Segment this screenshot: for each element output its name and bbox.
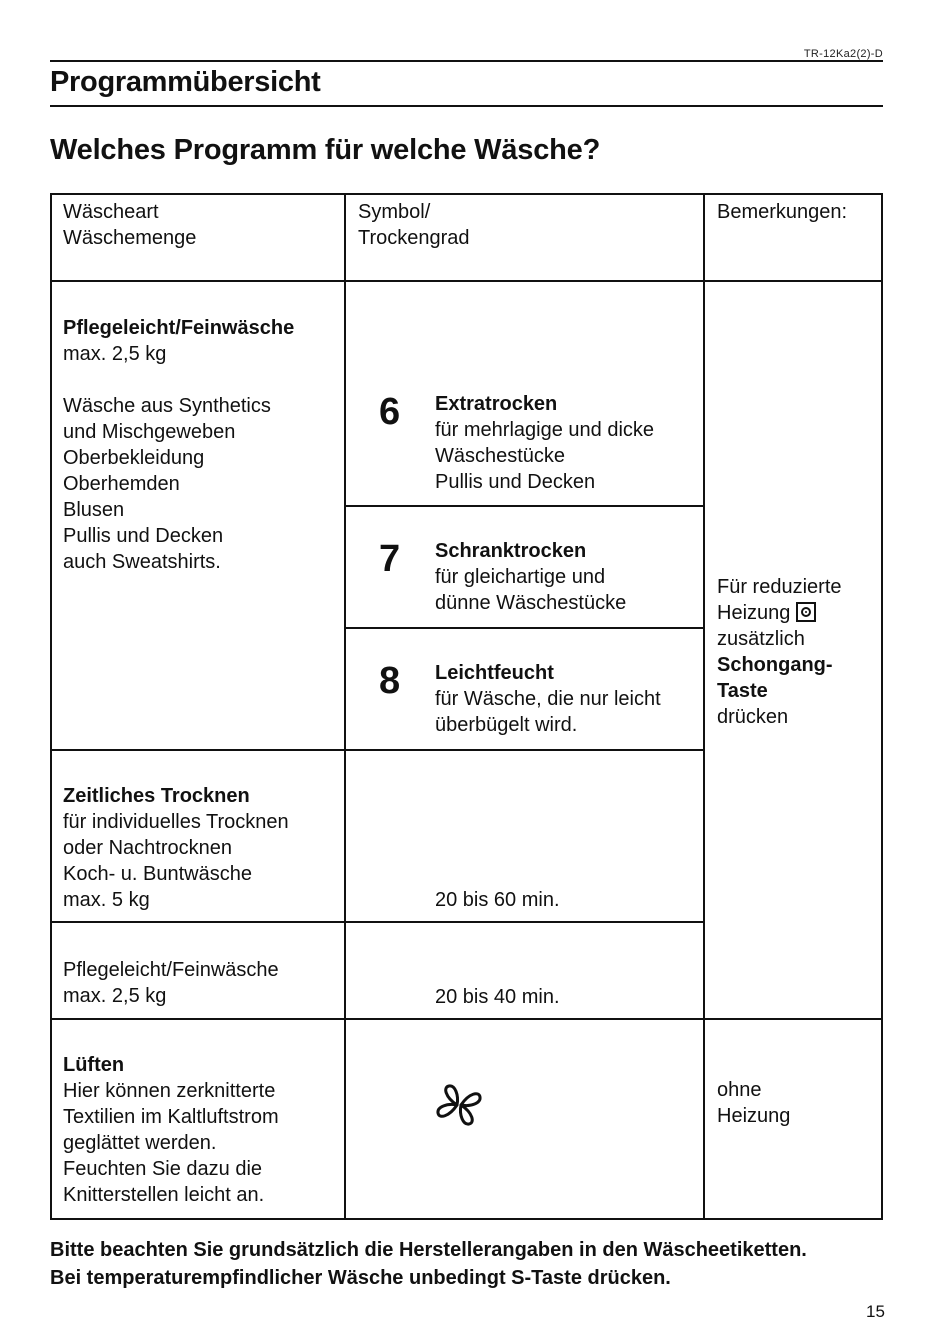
program-7-number: 7 bbox=[379, 538, 401, 580]
section1-amount: max. 2,5 kg bbox=[63, 343, 167, 365]
section4-remark: ohne Heizung bbox=[717, 1079, 791, 1127]
footer-note: Bitte beachten Sie grundsätzlich die Herstellerangaben in den Wäscheetiketten. Bei temperaturempfindlicher Wäsche unbedingt S-Taste drücken. bbox=[50, 1239, 807, 1289]
section2-description: Zeitliches Trocknen für individuelles Trocknen oder Nachtrocknen Koch- u. Buntwäsche max. 5 kg bbox=[63, 785, 289, 911]
page-number: 15 bbox=[866, 1302, 885, 1321]
section2-time: 20 bis 60 min. bbox=[435, 889, 560, 911]
section4-title: Lüften bbox=[63, 1054, 125, 1076]
row-divider-6-7 bbox=[344, 505, 703, 507]
program-8-text: Leichtfeucht für Wäsche, die nur leicht überbügelt wird. bbox=[435, 662, 661, 736]
document-id: TR-12Ka2(2)-D bbox=[803, 48, 883, 60]
col-divider-1 bbox=[344, 195, 346, 1218]
section3-description: Pflegeleicht/Feinwäsche max. 2,5 kg bbox=[63, 959, 279, 1007]
program-7-text: Schranktrocken für gleichartige und dünne Wäschestücke bbox=[435, 540, 627, 614]
section3-time: 20 bis 40 min. bbox=[435, 986, 560, 1008]
section-divider-2 bbox=[52, 921, 703, 923]
program-6-text: Extratrocken für mehrlagige und dicke Wäschestücke Pullis und Decken bbox=[435, 393, 655, 493]
title-rule bbox=[50, 105, 883, 107]
page-subtitle: Welches Programm für welche Wäsche? bbox=[50, 134, 601, 166]
section4-description: Lüften Hier können zerknitterte Textilien im Kaltluftstrom geglättet werden. Feuchten Sie dazu die Knitterstellen leicht an. bbox=[63, 1054, 279, 1206]
remark-reduced-heat: Für reduzierte Heizung zusätzlich Schongang- Taste drücken bbox=[717, 576, 842, 728]
header-wascheart: Wäscheart Wäschemenge bbox=[63, 201, 197, 249]
section1-title: Pflegeleicht/Feinwäsche bbox=[63, 317, 295, 339]
fan-icon bbox=[435, 1083, 483, 1127]
section2-title: Zeitliches Trocknen bbox=[63, 785, 250, 807]
header-bemerkungen: Bemerkungen: bbox=[717, 201, 848, 223]
program-6-number: 6 bbox=[379, 391, 401, 433]
program-8-number: 8 bbox=[379, 660, 401, 702]
col-divider-2 bbox=[703, 195, 705, 1218]
section-divider-1 bbox=[52, 749, 703, 751]
section1-description: Pflegeleicht/Feinwäsche max. 2,5 kg Wäsche aus Synthetics und Mischgeweben Oberbekleidung Oberhemden Blusen Pullis und Decken auch Sweatshirts. bbox=[63, 317, 295, 573]
top-rule bbox=[50, 60, 883, 62]
section-divider-3 bbox=[52, 1018, 881, 1020]
program-table bbox=[50, 193, 883, 1220]
row-divider-7-8 bbox=[344, 627, 703, 629]
gentle-heat-icon bbox=[796, 602, 816, 622]
page-title: Programmübersicht bbox=[50, 66, 321, 98]
header-divider bbox=[52, 280, 881, 282]
header-symbol: Symbol/ Trockengrad bbox=[358, 201, 470, 249]
